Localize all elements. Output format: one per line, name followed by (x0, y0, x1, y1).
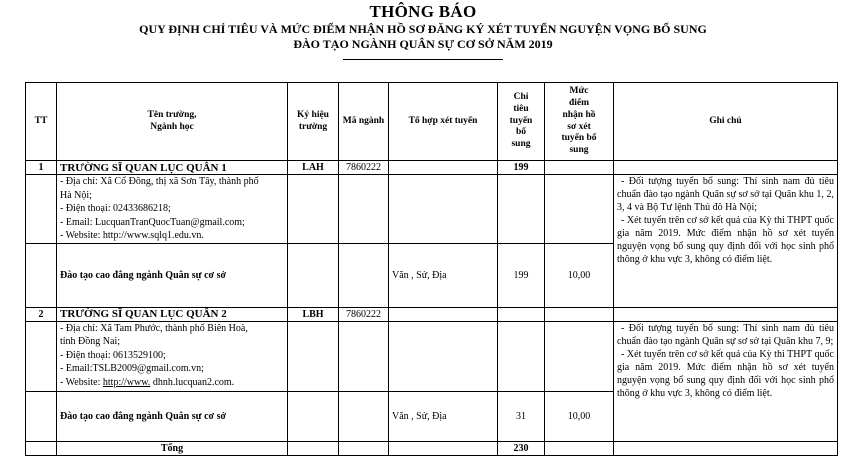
info-quota-empty (498, 175, 545, 244)
program-combo: Văn , Sử, Địa (389, 391, 498, 441)
school-row (26, 161, 838, 175)
col-header-score-l3: nhận hồ (562, 109, 596, 120)
school-combo-empty (389, 307, 498, 321)
notice-title: THÔNG BÁO (369, 2, 477, 21)
col-header-score-l5: tuyển bổ (561, 133, 597, 144)
total-note-empty (614, 441, 838, 455)
program-tt-empty (26, 243, 57, 307)
school-note-eligibility: - Đối tượng tuyển bổ sung: Thí sinh nam đủ tiêu chuẩn đào tạo ngành Quân sự sơ sở tại Quân khu 7, 9; (617, 322, 834, 347)
info-score-empty (545, 321, 614, 391)
school-row (26, 307, 838, 321)
school-tt: 1 (26, 161, 57, 175)
school-email: - Email:TSLB2009@gmail.com.vn; (60, 363, 204, 375)
school-score-empty (545, 307, 614, 321)
school-major-code: 7860222 (339, 307, 389, 321)
program-name: Đào tạo cao đẳng ngành Quân sự cơ sở (57, 243, 288, 307)
info-tt-empty (26, 321, 57, 391)
total-code-empty (288, 441, 339, 455)
info-quota-empty (498, 321, 545, 391)
school-address-l2: Hà Nội; (60, 189, 92, 201)
school-contact-info (57, 175, 288, 244)
school-code: LAH (288, 161, 339, 175)
school-code: LBH (288, 307, 339, 321)
col-header-school-l1: Tên trường, (147, 109, 197, 120)
website-prefix: - Website: (60, 376, 103, 388)
school-name: TRƯỜNG SĨ QUAN LỤC QUÂN 2 (57, 307, 288, 321)
info-score-empty (545, 175, 614, 244)
program-combo: Văn , Sử, Địa (389, 243, 498, 307)
program-code-empty (288, 243, 339, 307)
col-header-quota-l5: sung (511, 139, 531, 150)
school-quota-total: 199 (498, 161, 545, 175)
col-header-code-l2: trường (298, 121, 328, 132)
school-email: - Email: LucquanTranQuocTuan@gmail.com; (60, 216, 245, 228)
program-score: 10,00 (545, 243, 614, 307)
info-combo-empty (389, 175, 498, 244)
col-header-score-l4: sơ xét (567, 121, 591, 132)
program-code-empty (288, 391, 339, 441)
col-header-quota-l2: tiêu (513, 103, 529, 114)
col-header-school (57, 83, 288, 161)
col-header-code-l1: Ký hiệu (297, 109, 329, 120)
table-header-row (26, 83, 838, 161)
school-major-code: 7860222 (339, 161, 389, 175)
school-address-l1: - Địa chỉ: Xã Tam Phước, thành phố Biên Hoà, (60, 322, 248, 334)
info-combo-empty (389, 321, 498, 391)
col-header-combo: Tổ hợp xét tuyển (389, 83, 498, 161)
school-address-l2: tỉnh Đồng Nai; (60, 336, 120, 348)
col-header-quota-l1: Chỉ (513, 91, 529, 102)
total-combo-empty (389, 441, 498, 455)
school-note-criteria: - Xét tuyển trên cơ sở kết quả của Kỳ thi THPT quốc gia năm 2019. Mức điểm nhận hồ sơ xét tuyển nguyện vọng bổ sung quy định đối với học sinh phổ thông ở khu vực 3, không có điểm liệt. (617, 348, 834, 399)
program-name: Đào tạo cao đẳng ngành Quân sự cơ sở (57, 391, 288, 441)
school-website (60, 376, 284, 390)
total-major-empty (339, 441, 389, 455)
notice-subtitle-line1: QUY ĐỊNH CHỈ TIÊU VÀ MỨC ĐIỂM NHẬN HỒ SƠ ĐĂNG KÝ XÉT TUYỂN NGUYỆN VỌNG BỔ SUNG (139, 22, 707, 36)
info-major-empty (339, 175, 389, 244)
title-underline (343, 59, 503, 60)
col-header-quota-l4: bổ (515, 127, 527, 138)
school-name: TRƯỜNG SĨ QUAN LỤC QUÂN 1 (57, 161, 288, 175)
admission-table (25, 82, 838, 456)
program-quota: 199 (498, 243, 545, 307)
school-address-l1: - Địa chỉ: Xã Cổ Đông, thị xã Sơn Tây, thành phố (60, 176, 259, 188)
school-combo-empty (389, 161, 498, 175)
school-note-criteria: - Xét tuyển trên cơ sở kết quả của Kỳ thi THPT quốc gia năm 2019. Mức điểm nhận hồ sơ xét tuyển nguyện vọng bổ sung quy định đối với học sinh phổ thông ở khu vực 3, không có điểm liệt. (617, 215, 834, 266)
school-info-row (26, 175, 838, 244)
col-header-quota (498, 83, 545, 161)
total-tt-empty (26, 441, 57, 455)
school-website: - Website: http://www.sqlq1.edu.vn. (60, 230, 204, 242)
website-link[interactable]: http://www. (102, 376, 151, 388)
school-tt: 2 (26, 307, 57, 321)
info-tt-empty (26, 175, 57, 244)
info-code-empty (288, 175, 339, 244)
website-rest: dhnh.lucquan2.com. (150, 376, 235, 388)
school-contact-info (57, 321, 288, 391)
info-major-empty (339, 321, 389, 391)
total-row (26, 441, 838, 455)
col-header-score (545, 83, 614, 161)
col-header-quota-l3: tuyển (509, 115, 533, 126)
school-note-empty (614, 307, 838, 321)
program-quota: 31 (498, 391, 545, 441)
school-note (614, 175, 838, 308)
total-value: 230 (498, 441, 545, 455)
info-code-empty (288, 321, 339, 391)
school-phone: - Điện thoại: 02433686218; (60, 203, 171, 215)
program-score: 10,00 (545, 391, 614, 441)
col-header-code (288, 83, 339, 161)
col-header-school-l2: Ngành học (150, 121, 194, 132)
col-header-score-l1: Mức (569, 85, 589, 96)
school-note (614, 321, 838, 441)
program-major-empty (339, 391, 389, 441)
school-quota-empty (498, 307, 545, 321)
school-phone: - Điện thoại: 0613529100; (60, 349, 166, 361)
school-note-empty (614, 161, 838, 175)
col-header-tt: TT (26, 83, 57, 161)
col-header-major-code: Mã ngành (339, 83, 389, 161)
col-header-note: Ghi chú (614, 83, 838, 161)
notice-subtitle-line2: ĐÀO TẠO NGÀNH QUÂN SỰ CƠ SỞ NĂM 2019 (293, 37, 553, 51)
total-label: Tổng (57, 441, 288, 455)
school-info-row (26, 321, 838, 391)
program-tt-empty (26, 391, 57, 441)
school-note-eligibility: - Đối tượng tuyển bổ sung: Thí sinh nam đủ tiêu chuẩn đào tạo ngành Quân sự sơ sở tại Quân khu 1, 2, 3, 4 và Bộ Tư lệnh Thủ đô Hà Nội; (617, 176, 834, 214)
col-header-score-l2: điểm (568, 97, 590, 108)
col-header-score-l6: sung (569, 145, 589, 156)
school-score-empty (545, 161, 614, 175)
total-score-empty (545, 441, 614, 455)
program-major-empty (339, 243, 389, 307)
